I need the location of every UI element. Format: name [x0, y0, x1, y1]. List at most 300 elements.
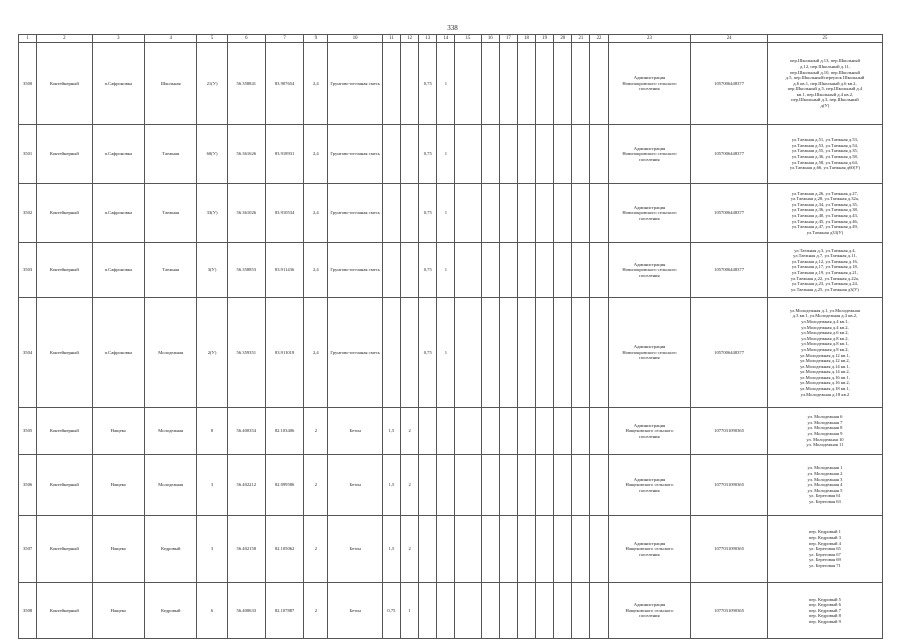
empty-cell [590, 298, 608, 408]
cell-c13: 0,75 [419, 184, 437, 243]
empty-cell [590, 243, 608, 298]
cell-c12: 2 [401, 408, 419, 455]
cell-addresses [767, 243, 882, 298]
cell-type: Контейнерный [37, 298, 92, 408]
cell-area: 2 [304, 516, 328, 583]
cell-c11: 0,75 [382, 583, 400, 639]
empty-cell [590, 408, 608, 455]
cell-surface: Грунтово-песчаная смесь [328, 43, 382, 125]
cell-id: 3500 [19, 43, 37, 125]
address-line: пер.Школьный д.10, пер.Школьный [789, 69, 860, 75]
address-line: ул. Молодежная 7 [807, 419, 843, 425]
empty-cell [536, 298, 554, 408]
admin-line: Новопокровского сельского [622, 210, 677, 216]
cell-locality: Нащеко [92, 516, 144, 583]
empty-cell [517, 455, 535, 516]
table-row [19, 408, 883, 455]
address-line: ул. Береговая 67 [809, 551, 841, 557]
header-cell: 16 [481, 35, 499, 43]
address-line: д.3 кв.1, ул.Молодежная д.3 кв.2, [792, 313, 858, 319]
admin-line: Нащековского сельского [625, 482, 674, 488]
cell-house: 2(У) [197, 298, 227, 408]
cell-locality: Нащеко [92, 583, 144, 639]
cell-c14: 1 [437, 43, 455, 125]
cell-house: 21(У) [197, 43, 227, 125]
cell-house: 3 [197, 455, 227, 516]
empty-cell [455, 455, 481, 516]
address-line: пер.Школьный д.13, пер.Школьный [789, 58, 860, 64]
cell-surface: Бетон [328, 408, 382, 455]
address-line: ул. Береговая 69 [809, 557, 841, 563]
cell-id: 3505 [19, 408, 37, 455]
cell-lat: 56.361026 [227, 184, 265, 243]
cell-c12 [401, 298, 419, 408]
address-line: ул.Таежная д.12, ул.Таежная д.16, [791, 258, 858, 264]
cell-lat: 56.361626 [227, 125, 265, 184]
address-line: ул.Молодежная д.16 кв.1, [800, 374, 850, 380]
address-line: пер. Кедровый 6 [808, 602, 841, 608]
address-line: ул.Таежная д.36, ул.Таежная д.58, [791, 154, 858, 159]
empty-cell [481, 243, 499, 298]
cell-locality: п.Сафроновка [92, 125, 144, 184]
cell-house: 33(У) [197, 184, 227, 243]
empty-cell [572, 583, 590, 639]
address-line: ул.Молодежная д.8 кв.1, [801, 341, 849, 347]
cell-house: 6 [197, 583, 227, 639]
header-cell: 22 [590, 35, 608, 43]
address-line: ул.Таежная д.23, ул.Таежная д.24, [791, 281, 858, 287]
admin-line: Нащековского сельского [625, 607, 674, 613]
cell-locality: п.Сафроновка [92, 43, 144, 125]
cell-lat: 56.359351 [227, 298, 265, 408]
cell-admin [608, 43, 691, 125]
address-line: ул.Таежная д.58, ул.Таежная д.64, [791, 159, 858, 165]
cell-id: 3507 [19, 516, 37, 583]
cell-c13 [419, 583, 437, 639]
empty-cell [455, 43, 481, 125]
empty-cell [455, 298, 481, 408]
cell-id: 3503 [19, 243, 37, 298]
empty-cell [517, 408, 535, 455]
address-line: пер. Кедровый 3 [808, 535, 841, 541]
cell-c13: 0,75 [419, 243, 437, 298]
cell-id: 3506 [19, 455, 37, 516]
address-line: ул.Молодежная д.8 кв.2, [801, 335, 849, 341]
admin-line: Администрация [633, 476, 666, 482]
cell-type: Контейнерный [37, 516, 92, 583]
admin-line: поселения [639, 433, 660, 439]
header-cell: 18 [517, 35, 535, 43]
empty-cell [499, 243, 517, 298]
cell-addresses [767, 125, 882, 184]
table-row [19, 516, 883, 583]
cell-surface: Грунтово-песчаная смесь [328, 243, 382, 298]
empty-cell [572, 184, 590, 243]
cell-c14: 1 [437, 298, 455, 408]
cell-c11 [382, 243, 400, 298]
header-cell: 2 [37, 35, 92, 43]
cell-ogrn: 1077031090365 [691, 516, 768, 583]
admin-line: Администрация [633, 540, 666, 546]
address-line: ул.Молодежная д.18 кв.2 [800, 391, 850, 397]
address-line: ул. Молодежная 6 [807, 414, 843, 420]
table-row [19, 184, 883, 243]
admin-line: Новопокровского сельского [622, 80, 677, 86]
cell-id: 3502 [19, 184, 37, 243]
header-cell: 7 [265, 35, 303, 43]
empty-cell [554, 455, 572, 516]
cell-c14 [437, 516, 455, 583]
admin-line: поселения [639, 551, 660, 557]
table-body [19, 43, 883, 639]
header-cell: 1 [19, 35, 37, 43]
cell-surface: Бетон [328, 583, 382, 639]
address-line: ул.Таежная д.66, ул.Таежная д60(У) [789, 165, 860, 171]
cell-addresses [767, 583, 882, 639]
admin-line: Новопокровского сельского [622, 349, 677, 355]
admin-line: Администрация [633, 261, 666, 267]
header-cell: 17 [499, 35, 517, 43]
empty-cell [590, 516, 608, 583]
empty-cell [481, 583, 499, 639]
table-row [19, 455, 883, 516]
address-line: ул.Таежная д.45, ул.Таежная д.46, [791, 218, 858, 224]
admin-line: поселения [639, 156, 660, 162]
cell-c13: 0,75 [419, 125, 437, 184]
cell-c12: 2 [401, 516, 419, 583]
empty-cell [554, 125, 572, 184]
cell-area: 2 [304, 408, 328, 455]
address-line: пер. Кедровый 1 [808, 529, 841, 535]
table-row [19, 583, 883, 639]
header-cell: 4 [145, 35, 197, 43]
empty-cell [554, 184, 572, 243]
address-line: ул.Молодежная д.12 кв.2, [800, 358, 850, 364]
address-line: ул.Таежная д33(У) [806, 229, 844, 235]
cell-ogrn: 1077031090365 [691, 455, 768, 516]
header-cell: 21 [572, 35, 590, 43]
cell-admin [608, 516, 691, 583]
address-line: ул.Молодежная д.4 кв.1, [801, 318, 849, 324]
cell-admin [608, 583, 691, 639]
cell-ogrn: 1077031090365 [691, 583, 768, 639]
address-line: д.12, пер.Школьный д.11, [800, 63, 850, 69]
address-line: ул. Молодежная 10 [806, 436, 844, 442]
cell-c13 [419, 455, 437, 516]
address-line: ул. Молодежная 1 [807, 465, 843, 471]
address-line: пер. Кедровый 5 [808, 596, 841, 602]
empty-cell [536, 184, 554, 243]
empty-cell [517, 516, 535, 583]
cell-c11: 1,5 [382, 516, 400, 583]
table-row [19, 43, 883, 125]
address-line: ул. Молодежная 9 [807, 431, 843, 436]
empty-cell [572, 298, 590, 408]
cell-house: 8 [197, 408, 227, 455]
empty-cell [572, 243, 590, 298]
address-line: ул.Молодежная д.8 кв.2, [801, 346, 849, 352]
cell-type: Контейнерный [37, 583, 92, 639]
cell-c14: 1 [437, 125, 455, 184]
empty-cell [572, 43, 590, 125]
cell-street: Таежная [145, 125, 197, 184]
header-cell: 6 [227, 35, 265, 43]
header-cell: 14 [437, 35, 455, 43]
address-line: ул.Молодежная д.6 кв.2, [801, 330, 849, 336]
empty-cell [481, 408, 499, 455]
empty-cell [536, 583, 554, 639]
cell-c13: 0,75 [419, 298, 437, 408]
cell-house: 60(У) [197, 125, 227, 184]
address-line: ул.Таежная д.3, ул.Таежная д.4, [794, 247, 856, 253]
header-cell: 15 [455, 35, 481, 43]
header-cell: 10 [328, 35, 382, 43]
empty-cell [455, 408, 481, 455]
address-line: ул.Таежная д.25, ул.Таежная д3(У) [791, 286, 859, 292]
empty-cell [572, 408, 590, 455]
admin-line: поселения [639, 272, 660, 278]
admin-line: поселения [639, 86, 660, 92]
table-row [19, 243, 883, 298]
cell-lat: 56.400633 [227, 583, 265, 639]
cell-c11 [382, 125, 400, 184]
cell-c11 [382, 184, 400, 243]
cell-admin [608, 243, 691, 298]
address-line: ул.Таежная д.34, ул.Таежная д.35, [791, 201, 858, 207]
cell-street: Школьная [145, 43, 197, 125]
address-line: ул.Таежная д.40, ул.Таежная д.43, [791, 213, 858, 218]
address-line: ул. Молодежная 3 [807, 476, 843, 482]
empty-cell [517, 583, 535, 639]
header-cell: 3 [92, 35, 144, 43]
cell-c11: 1,5 [382, 408, 400, 455]
cell-id: 3501 [19, 125, 37, 184]
cell-id: 3504 [19, 298, 37, 408]
cell-type: Контейнерный [37, 43, 92, 125]
empty-cell [499, 516, 517, 583]
address-line: ул.Таежная д.53, ул.Таежная д.54, [791, 142, 858, 148]
header-cell: 13 [419, 35, 437, 43]
empty-cell [499, 125, 517, 184]
admin-line: поселения [639, 613, 660, 619]
cell-c14 [437, 455, 455, 516]
empty-cell [554, 298, 572, 408]
empty-cell [536, 408, 554, 455]
empty-cell [499, 583, 517, 639]
admin-line: поселения [639, 487, 660, 493]
empty-cell [455, 583, 481, 639]
cell-locality: п.Сафроновка [92, 298, 144, 408]
cell-admin [608, 184, 691, 243]
empty-cell [481, 184, 499, 243]
empty-cell [536, 455, 554, 516]
cell-c13 [419, 408, 437, 455]
empty-cell [517, 125, 535, 184]
cell-lat: 56.358841 [227, 43, 265, 125]
empty-cell [590, 125, 608, 184]
admin-line: Нащековского сельского [625, 546, 674, 552]
address-line: ул.Молодежная д.12 кв.1, [800, 352, 850, 358]
cell-area: 2,4 [304, 43, 328, 125]
cell-c12 [401, 243, 419, 298]
address-line: ул. Молодежная 2 [807, 471, 843, 477]
admin-line: Нащековского сельского [625, 428, 674, 434]
admin-line: Новопокровского сельского [622, 151, 677, 157]
cell-locality: п.Сафроновка [92, 243, 144, 298]
header-cell: 9 [304, 35, 328, 43]
empty-cell [554, 408, 572, 455]
cell-c12 [401, 43, 419, 125]
cell-type: Контейнерный [37, 243, 92, 298]
cell-c13 [419, 516, 437, 583]
cell-locality: Нащеко [92, 455, 144, 516]
cell-ogrn: 1057006448377 [691, 43, 768, 125]
address-line: ул. Береговая 65 [809, 546, 841, 552]
address-line: д.5, пер.Школьный/переулок Школьный [785, 75, 865, 81]
empty-cell [517, 43, 535, 125]
address-line: кв.1, пер.Школьный д.4 кв.2, [796, 91, 854, 97]
cell-c11: 1,5 [382, 455, 400, 516]
cell-locality: п.Сафроновка [92, 184, 144, 243]
admin-line: Администрация [633, 344, 666, 350]
address-line: пер. Кедровый 4 [808, 540, 841, 546]
address-line: ул. Молодежная 8 [807, 425, 843, 431]
empty-cell [481, 43, 499, 125]
address-line: ул.Молодежная д.1, ул.Молодежная [789, 307, 860, 313]
cell-house: 3(У) [197, 243, 227, 298]
admin-line: поселения [639, 215, 660, 221]
empty-cell [455, 184, 481, 243]
admin-line: поселения [639, 355, 660, 361]
empty-cell [590, 455, 608, 516]
cell-lat: 56.358853 [227, 243, 265, 298]
cell-admin [608, 125, 691, 184]
table-row [19, 125, 883, 184]
address-line: ул.Молодежная д.16 кв.2, [800, 380, 850, 386]
admin-line: Администрация [633, 145, 666, 151]
cell-street: Молодежная [145, 455, 197, 516]
empty-cell [536, 516, 554, 583]
cell-locality: Нащеко [92, 408, 144, 455]
address-line: ул. Молодежная 11 [806, 442, 844, 448]
empty-cell [481, 125, 499, 184]
address-line: д(У) [820, 103, 830, 109]
empty-cell [517, 243, 535, 298]
empty-cell [455, 516, 481, 583]
page-number: 338 [447, 24, 458, 32]
cell-type: Контейнерный [37, 408, 92, 455]
cell-area: 2,4 [304, 184, 328, 243]
cell-street: Кедровый [145, 516, 197, 583]
address-line: ул. Береговая 71 [809, 562, 841, 568]
admin-line: Администрация [633, 75, 666, 81]
cell-ogrn: 1077031090365 [691, 408, 768, 455]
cell-type: Контейнерный [37, 125, 92, 184]
header-cell: 23 [608, 35, 691, 43]
cell-lon: 83.911436 [265, 243, 303, 298]
cell-surface: Грунтово-песчаная смесь [328, 298, 382, 408]
cell-street: Молодежная [145, 408, 197, 455]
cell-lon: 83.911018 [265, 298, 303, 408]
cell-ogrn: 1057006448377 [691, 184, 768, 243]
address-line: ул.Таежная д.36, ул.Таежная д.38, [791, 207, 858, 213]
cell-c14: 1 [437, 184, 455, 243]
header-cell: 19 [536, 35, 554, 43]
cell-c12 [401, 125, 419, 184]
admin-line: Администрация [633, 204, 666, 210]
cell-ogrn: 1057006448377 [691, 125, 768, 184]
cell-c12: 1 [401, 583, 419, 639]
empty-cell [455, 125, 481, 184]
empty-cell [572, 455, 590, 516]
empty-cell [455, 243, 481, 298]
cell-street: Таежная [145, 184, 197, 243]
empty-cell [590, 184, 608, 243]
empty-cell [536, 243, 554, 298]
cell-c12 [401, 184, 419, 243]
cell-c11 [382, 43, 400, 125]
header-cell: 20 [554, 35, 572, 43]
admin-line: Администрация [633, 422, 666, 428]
empty-cell [499, 43, 517, 125]
header-cell: 12 [401, 35, 419, 43]
address-line: ул.Таежная д.19, ул.Таежная д.21, [791, 270, 858, 275]
empty-cell [481, 455, 499, 516]
cell-lon: 83.907654 [265, 43, 303, 125]
address-line: ул.Таежная д.7, ул.Таежная д.11, [793, 253, 857, 259]
cell-lon: 82.103406 [265, 408, 303, 455]
empty-cell [554, 43, 572, 125]
empty-cell [517, 298, 535, 408]
address-line: ул.Таежная д.28, ул.Таежная д.32а, [790, 196, 859, 202]
cell-c13: 0,75 [419, 43, 437, 125]
address-line: пер. Кедровый 7 [808, 607, 841, 613]
address-line: ул.Молодежная д.14 кв.1, [800, 363, 850, 369]
registry-table [18, 34, 883, 639]
header-cell: 24 [691, 35, 768, 43]
cell-admin [608, 455, 691, 516]
empty-cell [554, 516, 572, 583]
address-line: ул. Молодежная 5 [807, 487, 843, 493]
cell-surface: Грунтово-песчаная смесь [328, 184, 382, 243]
address-line: пер.Школьный д.5, пер.Школьный д.4 [787, 86, 863, 92]
cell-surface: Бетон [328, 516, 382, 583]
empty-cell [481, 298, 499, 408]
cell-street: Молодежная [145, 298, 197, 408]
cell-surface: Бетон [328, 455, 382, 516]
cell-street: Кедровый [145, 583, 197, 639]
cell-area: 2,4 [304, 243, 328, 298]
cell-id: 3508 [19, 583, 37, 639]
cell-area: 2 [304, 583, 328, 639]
header-row [19, 35, 883, 43]
cell-lon: 82.099586 [265, 455, 303, 516]
cell-lon: 83.918931 [265, 125, 303, 184]
address-line: пер.Школьный д.3, пер.Школьный [791, 97, 859, 103]
empty-cell [499, 298, 517, 408]
cell-c14 [437, 408, 455, 455]
cell-lon: 82.105062 [265, 516, 303, 583]
address-line: ул.Молодежная д.4 кв.2, [801, 324, 849, 330]
empty-cell [536, 43, 554, 125]
cell-surface: Грунтово-песчаная смесь [328, 125, 382, 184]
cell-ogrn: 1057006448377 [691, 243, 768, 298]
cell-addresses [767, 43, 882, 125]
empty-cell [572, 125, 590, 184]
address-line: ул.Молодежная д.18 кв.1, [800, 386, 850, 392]
cell-admin [608, 298, 691, 408]
cell-area: 2,4 [304, 125, 328, 184]
